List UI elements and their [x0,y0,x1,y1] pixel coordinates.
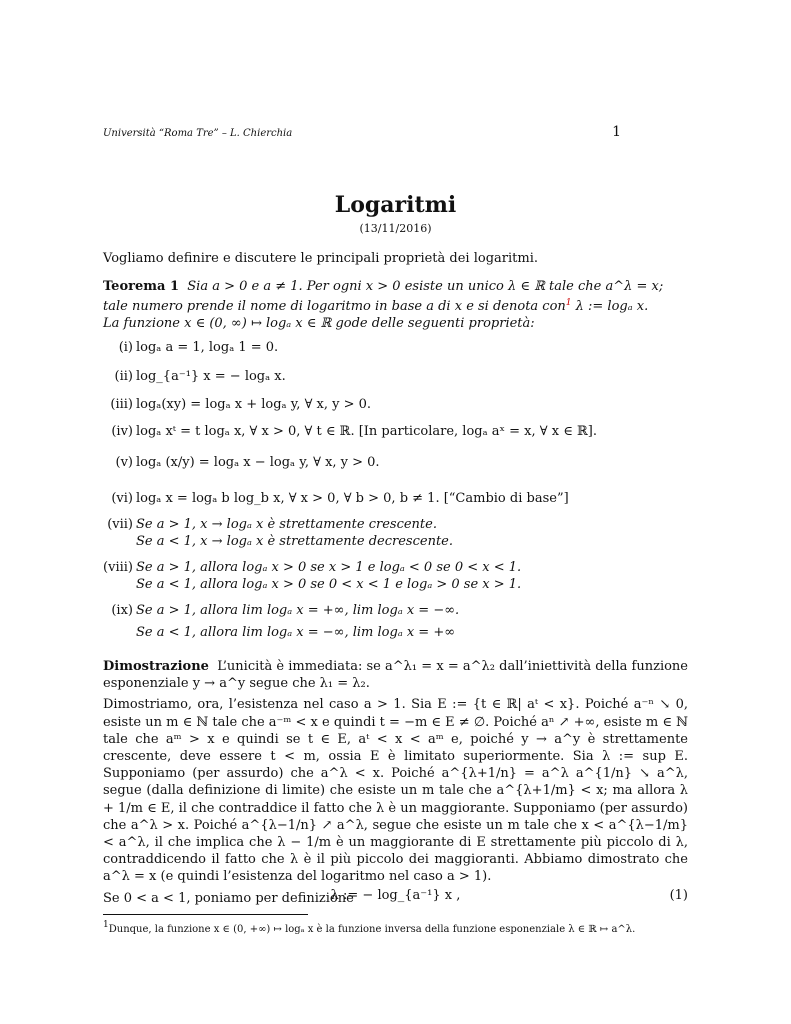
property-label: (ix) [111,603,133,618]
proof-label: Dimostrazione [103,659,209,674]
proof-paragraph-3: Se 0 < a < 1, poniamo per definizione [103,890,354,906]
page-number: 1 [612,124,621,140]
property-label: (v) [115,455,133,470]
proof-paragraph-2: Dimostriamo, ora, l’esistenza nel caso a > 1. Sia E := {t ∈ ℝ| aᵗ < x}. Poiché a⁻ⁿ ↘ 0, esiste un m ∈ ℕ tale che a⁻ᵐ < x e quindi t = −m ∈ E ≠ ∅. Poiché aⁿ ↗ +∞, esiste m ∈ ℕ tale che aᵐ > x e quindi se t ∈ E, aᵗ < x < aᵐ e, poiché y → a^y è strettamente crescente, deve essere t < m, ossia E è limitato superiormente. Sia λ := sup E. Supponiamo (per assurdo) che a^λ < x. Poiché a^{λ+1/n} = a^λ a^{1/n} ↘ a^λ, segue (dalla definizione di limite) che esiste un m tale che a^{λ+1/m} < x; ma allora λ + 1/m ∈ E, il che contraddice il fatto che λ è un maggiorante. Supponiamo (per assurdo) che a^λ > x. Poiché a^{λ−1/n} ↗ a^λ, segue che esiste un m tale che x < a^{λ−1/m} < a^λ, il che implica che λ − 1/m è un maggiorante di E strettamente più piccolo di λ, contraddicendo il fatto che λ è il più piccolo dei maggioranti. Abbiamo dimostrato che a^λ = x (e quindi l’esistenza del logaritmo nel caso a > 1). [103,697,688,885]
theorem [103,278,688,333]
property-label: (iv) [111,424,133,439]
property-text: Se a > 1, allora lim logₐ x = +∞, lim logₐ x = −∞. [136,603,460,618]
property-text: logₐ a = 1, logₐ 1 = 0. [136,340,279,355]
property-text-2: Se a < 1, x → logₐ x è strettamente decrescente. [136,534,453,549]
footnote-ref[interactable]: 1 [565,298,572,309]
property-text: Se a > 1, x → logₐ x è strettamente crescente. [136,517,437,532]
footnote-rule [103,914,308,915]
property-text: logₐ xᵗ = t logₐ x, ∀ x > 0, ∀ t ∈ ℝ. [In particolare, logₐ aˣ = x, ∀ x ∈ ℝ]. [136,424,597,439]
paper-title: Logaritmi [334,192,457,218]
intro-paragraph: Vogliamo definire e discutere le principali proprietà dei logaritmi. [103,251,538,266]
equation-number: (1) [669,888,688,903]
footnote-mark: 1 [103,920,109,930]
property-text: logₐ x = logₐ b log_b x, ∀ x > 0, ∀ b > 0, b ≠ 1. [“Cambio di base”] [136,491,569,506]
property-text: log_{a⁻¹} x = − logₐ x. [136,369,286,384]
theorem-line-3: La funzione x ∈ (0, ∞) ↦ logₐ x ∈ ℝ gode delle seguenti proprietà: [103,316,535,332]
property-label: (ii) [114,369,133,384]
property-text-2: Se a < 1, allora logₐ x > 0 se 0 < x < 1 e logₐ > 0 se x > 1. [136,577,522,592]
theorem-line-2-end: λ := logₐ x. [571,299,649,315]
property-text: logₐ(xy) = logₐ x + logₐ y, ∀ x, y > 0. [136,397,372,412]
property-label: (vi) [111,491,133,506]
proof [103,658,688,911]
property-text-2: Se a < 1, allora lim logₐ x = −∞, lim logₐ x = +∞ [136,625,456,640]
property-text: logₐ (x/y) = logₐ x − logₐ y, ∀ x, y > 0. [136,455,380,470]
theorem-line-2: tale numero prende il nome di logaritmo in base a di x e si denota con [103,299,566,315]
property-label: (iii) [110,397,133,412]
paper-date: (13/11/2016) [359,222,432,235]
property-text: Se a > 1, allora logₐ x > 0 se x > 1 e logₐ < 0 se 0 < x < 1. [136,560,522,575]
property-label: (vii) [107,517,133,532]
property-label: (viii) [103,560,133,575]
theorem-line-1: Sia a > 0 e a ≠ 1. Per ogni x > 0 esiste un unico λ ∈ ℝ tale che a^λ = x; [187,279,664,294]
footnote-text: Dunque, la funzione x ∈ (0, +∞) ↦ logₐ x è la funzione inversa della funzione esponenziale λ ∈ ℝ ↦ a^λ. [108,924,636,935]
theorem-label: Teorema 1 [103,279,179,294]
footnote [103,920,688,935]
running-header: Università “Roma Tre” – L. Chierchia [103,128,293,139]
property-label: (i) [118,340,133,355]
equation-text: λ := − log_{a⁻¹} x , [330,888,461,903]
proof-paragraph-1: L’unicità è immediata: se a^λ₁ = x = a^λ₂ dall’iniettività della funzione esponenziale y → a^y segue che λ₁ = λ₂. [103,659,688,692]
